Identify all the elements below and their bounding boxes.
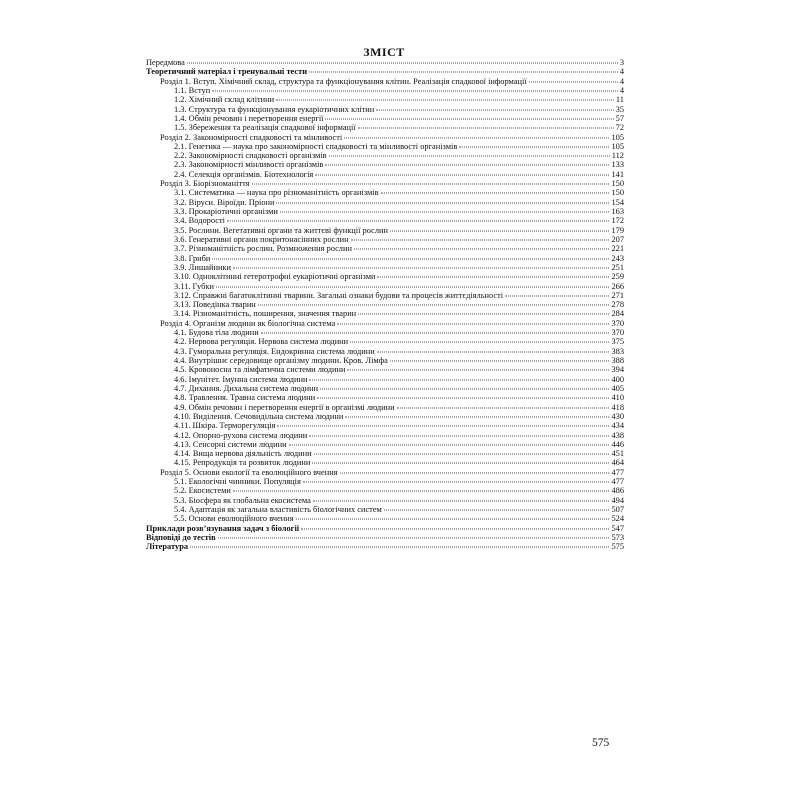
toc-entry-label: 3.1. Систематика — наука про різноманітність організмів (174, 188, 379, 198)
dot-leader (309, 72, 618, 73)
toc-entry (146, 328, 624, 337)
toc-entry-page: 271 (611, 290, 624, 300)
toc-entry (146, 207, 624, 216)
dot-leader (354, 249, 609, 250)
toc-entry (146, 216, 624, 225)
toc-entry (146, 235, 624, 244)
toc-entry-label: 3.10. Одноклітинні гетеротрофні еукаріотичні організми (174, 272, 376, 282)
toc-entry-page: 400 (611, 374, 624, 384)
toc-entry-label: 2.2. Закономірності спадковості організмів (174, 151, 327, 161)
toc-entry-page: 507 (611, 505, 624, 514)
dot-leader (276, 202, 609, 203)
toc-entry (146, 198, 624, 207)
toc-entry-label: 3.14. Різноманітність, поширення, значення тварин (174, 309, 357, 319)
toc-entry-page: 105 (611, 141, 624, 151)
dot-leader (212, 258, 609, 259)
dot-leader (315, 174, 609, 175)
dot-leader (216, 286, 609, 287)
dot-leader (280, 212, 610, 213)
toc-entry-label: 5.5. Основи еволюційного вчення (174, 514, 294, 524)
dot-leader (303, 482, 610, 483)
toc-entry-page: 434 (611, 421, 624, 431)
toc-entry-label: 4.6. Імунітет. Імунна система людини (174, 374, 308, 384)
toc-entry-page: 172 (611, 216, 624, 226)
toc-entry-page: 573 (611, 532, 624, 542)
toc-entry (146, 533, 624, 542)
dot-leader (344, 137, 609, 138)
toc-entry-page: 370 (611, 318, 624, 328)
toc-entry (146, 347, 624, 356)
toc-entry-label: 3.11. Губки (174, 281, 214, 291)
toc-entry-page: 388 (611, 356, 624, 365)
toc-entry-page: 4 (619, 67, 624, 77)
toc-entry-label: 3.3. Прокаріотичні організми (174, 207, 278, 216)
dot-leader (358, 314, 609, 315)
toc-entry (146, 95, 624, 104)
toc-entry-label: 4.1. Будова тіла людини (174, 328, 259, 338)
toc-entry (146, 384, 624, 393)
toc-entry-label: Приклади розв’язування задач з біології (146, 523, 300, 533)
toc-entry-label: 1.4. Обмін речовин і перетворення енергії (174, 113, 324, 123)
dot-leader (351, 239, 610, 240)
dot-leader (212, 90, 618, 91)
toc-entry-label: Теоретичний матеріал і тренувальні тести (146, 67, 308, 77)
toc-entry-label: 4.15. Репродукція та розвиток людини (174, 458, 311, 468)
toc-entry (146, 458, 624, 467)
toc-entry-page: 477 (611, 467, 624, 477)
toc-entry-page: 251 (611, 262, 624, 272)
toc-entry (146, 365, 624, 374)
dot-leader (345, 416, 609, 417)
dot-leader (296, 519, 610, 520)
dot-leader (314, 454, 610, 455)
toc-entry-page: 451 (611, 449, 624, 459)
toc-entry-page: 438 (611, 430, 624, 440)
dot-leader (329, 156, 610, 157)
toc-entry-label: 3.2. Віруси. Віроїди. Пріони (174, 197, 275, 207)
toc-entry-label: 1.3. Структура та функціонування еукаріотичних клітин (174, 104, 375, 114)
toc-entry (146, 226, 624, 235)
toc-entry (146, 319, 624, 328)
toc-entry-label: 3.13. Поведінка тварин (174, 300, 256, 310)
toc-entry-label: 3.8. Гриби (174, 253, 211, 263)
toc-entry-label: Розділ 5. Основи екології та еволюційного вчення (160, 467, 338, 477)
toc-entry (146, 133, 624, 142)
toc-entry-page: 4 (619, 76, 624, 86)
dot-leader (350, 342, 609, 343)
toc-entry-page: 4 (619, 85, 624, 95)
toc-entry-label: 1.1. Вступ (174, 85, 211, 95)
toc-entry (146, 421, 624, 430)
toc-entry-label: 3.12. Справжні багатоклітинні тварини. Загальні ознаки будови та процесів життєдіяльності (174, 290, 504, 300)
toc-entry-label: 1.2. Хімічний склад клітини (174, 95, 275, 105)
dot-leader (301, 528, 609, 529)
toc-entry-page: 575 (611, 542, 624, 552)
toc-entry (146, 188, 624, 197)
toc-entry-label: 4.9. Обмін речовин і перетворення енергії в організмі людини (174, 402, 395, 412)
toc-entry (146, 77, 624, 86)
toc-entry-label: 3.9. Лишайники (174, 262, 231, 272)
toc-entry (146, 412, 624, 421)
toc-entry-page: 278 (611, 300, 624, 310)
toc-entry (146, 58, 624, 67)
toc-entry-label: 2.3. Закономірності мінливості організмів (174, 160, 324, 170)
toc-entry (146, 67, 624, 76)
toc-entry (146, 272, 624, 281)
toc-entry (146, 309, 624, 318)
toc-entry-label: Література (146, 542, 189, 552)
dot-leader (261, 333, 610, 334)
toc-entry-page: 243 (611, 253, 624, 263)
toc-entry (146, 486, 624, 495)
toc-entry-page: 133 (611, 160, 624, 170)
toc-entry (146, 337, 624, 346)
toc-entry-label: 5.3. Біосфера як глобальна екосистема (174, 495, 311, 505)
toc-entry-page: 430 (611, 411, 624, 421)
dot-leader (227, 221, 610, 222)
dot-leader (347, 370, 609, 371)
dot-leader (313, 500, 610, 501)
toc-entry (146, 477, 624, 486)
toc-entry-page: 150 (611, 188, 624, 198)
dot-leader (309, 435, 609, 436)
dot-leader (276, 100, 614, 101)
dot-leader (337, 323, 609, 324)
toc-entry-page: 524 (611, 514, 624, 524)
toc-entry (146, 170, 624, 179)
toc-entry (146, 300, 624, 309)
toc-entry-label: 3.7. Різноманітність рослин. Розмноження рослин (174, 244, 352, 254)
toc-entry-page: 370 (611, 328, 624, 338)
toc-entry-page: 477 (611, 477, 624, 487)
toc-entry-label: 3.5. Рослини. Вегетативні органи та життєві функції рослин (174, 225, 388, 235)
dot-leader (187, 63, 618, 64)
dot-leader (529, 81, 618, 82)
toc-entry-label: 3.4. Водорості (174, 216, 225, 226)
toc-entry-page: 547 (611, 523, 624, 533)
toc-entry (146, 123, 624, 132)
toc-entry-label: 4.2. Нервова регуляція. Нервова система людини (174, 337, 349, 347)
dot-leader (390, 361, 610, 362)
page-number: 575 (592, 737, 610, 749)
dot-leader (218, 537, 610, 538)
dot-leader (277, 426, 609, 427)
toc-title: ЗМІСТ (363, 45, 405, 59)
toc-entry (146, 291, 624, 300)
toc-entry-label: 4.4. Внутрішнє середовище організму людини. Кров. Лімфа (174, 356, 388, 365)
toc-entry-page: 486 (611, 486, 624, 496)
dot-leader (397, 407, 610, 408)
toc-entry-label: 5.2. Екосистеми (174, 486, 231, 496)
toc-entry-page: 150 (611, 179, 624, 189)
toc-entry-page: 11 (615, 95, 624, 105)
toc-entry (146, 179, 624, 188)
toc-entry (146, 356, 624, 365)
toc-entry (146, 496, 624, 505)
toc-entry (146, 282, 624, 291)
toc-entry (146, 160, 624, 169)
toc-entry-label: 2.4. Селекція організмів. Біотехнологія (174, 169, 314, 179)
toc-entry-page: 57 (615, 113, 624, 123)
toc-entry (146, 151, 624, 160)
toc-entry-page: 3 (619, 58, 624, 67)
table-of-contents (146, 58, 624, 552)
toc-entry (146, 449, 624, 458)
dot-leader (309, 379, 609, 380)
toc-entry-label: Відповіді до тестів (146, 532, 216, 542)
toc-entry-label: 4.8. Травлення. Травна система людини (174, 393, 316, 403)
toc-entry-label: Розділ 1. Вступ. Хімічний склад, структура та функціонування клітин. Реалізація спадкової інформації (160, 76, 527, 86)
toc-entry-page: 72 (615, 123, 624, 133)
dot-leader (325, 118, 613, 119)
dot-leader (340, 472, 610, 473)
toc-entry-page: 259 (611, 272, 624, 282)
toc-entry-label: 5.1. Екологічні чинники. Популяція (174, 477, 301, 487)
toc-entry-page: 383 (611, 346, 624, 356)
dot-leader (377, 351, 610, 352)
toc-entry-label: 4.14. Вища нервова діяльність людини (174, 449, 312, 459)
dot-leader (233, 491, 610, 492)
toc-entry-label: 4.11. Шкіра. Терморегуляція (174, 421, 276, 431)
toc-entry (146, 105, 624, 114)
toc-entry-page: 221 (611, 244, 624, 254)
toc-entry-label: Розділ 4. Організм людини як біологічна система (160, 318, 336, 328)
toc-entry-page: 494 (611, 495, 624, 505)
toc-entry (146, 542, 624, 551)
toc-entry-label: 4.3. Гуморальна регуляція. Ендокринна система людини (174, 346, 375, 356)
toc-entry (146, 86, 624, 95)
dot-leader (233, 267, 609, 268)
toc-entry-label: 4.10. Виділення. Сечовидільна система людини (174, 411, 344, 421)
toc-entry (146, 505, 624, 514)
toc-entry (146, 403, 624, 412)
dot-leader (376, 109, 613, 110)
toc-entry (146, 254, 624, 263)
toc-entry-page: 35 (615, 104, 624, 114)
dot-leader (459, 146, 609, 147)
toc-entry-label: 4.5. Кровоносна та лімфатична системи людини (174, 365, 346, 375)
toc-entry (146, 514, 624, 523)
dot-leader (505, 295, 609, 296)
toc-entry-page: 112 (611, 151, 624, 161)
dot-leader (289, 444, 610, 445)
toc-entry-page: 405 (611, 383, 624, 393)
toc-entry (146, 524, 624, 533)
dot-leader (317, 398, 609, 399)
toc-entry-page: 179 (611, 225, 624, 235)
toc-entry (146, 114, 624, 123)
toc-entry-page: 266 (611, 281, 624, 291)
toc-entry-page: 163 (611, 207, 624, 216)
toc-entry-label: 4.7. Дихання. Дихальна система людини (174, 383, 319, 393)
dot-leader (312, 463, 609, 464)
dot-leader (377, 277, 609, 278)
toc-entry-label: 3.6. Генеративні органи покритонасінних рослин (174, 234, 349, 244)
toc-entry-label: 2.1. Генетика — наука про закономірності спадковості та мінливості організмів (174, 141, 458, 151)
toc-entry-page: 284 (611, 309, 624, 319)
toc-entry-page: 418 (611, 402, 624, 412)
dot-leader (258, 305, 610, 306)
dot-leader (381, 193, 610, 194)
toc-entry-label: Передмова (146, 58, 185, 67)
toc-entry-label: 5.4. Адаптація як загальна властивість біологічних систем (174, 505, 382, 514)
toc-entry-page: 446 (611, 439, 624, 449)
toc-entry-label: Розділ 2. Закономірності спадковості та мінливості (160, 132, 343, 142)
toc-entry (146, 142, 624, 151)
dot-leader (252, 184, 610, 185)
dot-leader (358, 128, 614, 129)
toc-entry (146, 263, 624, 272)
dot-leader (320, 388, 609, 389)
toc-entry (146, 375, 624, 384)
dot-leader (190, 547, 609, 548)
toc-entry (146, 440, 624, 449)
toc-entry (146, 431, 624, 440)
dot-leader (325, 165, 609, 166)
toc-entry-label: 4.12. Опорно-рухова система людини (174, 430, 308, 440)
toc-entry-page: 105 (611, 132, 624, 142)
toc-entry-page: 394 (611, 365, 624, 375)
toc-entry (146, 468, 624, 477)
toc-entry-page: 410 (611, 393, 624, 403)
toc-entry-label: 1.5. Збереження та реалізація спадкової інформації (174, 123, 356, 133)
toc-entry (146, 244, 624, 253)
toc-entry-page: 375 (611, 337, 624, 347)
toc-entry-label: 4.13. Сенсорні системи людини (174, 439, 287, 449)
dot-leader (384, 510, 610, 511)
toc-entry-page: 154 (611, 197, 624, 207)
toc-entry-label: Розділ 3. Біорізноманіття (160, 179, 250, 189)
toc-entry (146, 393, 624, 402)
toc-entry-page: 207 (611, 234, 624, 244)
toc-entry-page: 464 (611, 458, 624, 468)
toc-entry-page: 141 (611, 169, 624, 179)
dot-leader (390, 230, 609, 231)
